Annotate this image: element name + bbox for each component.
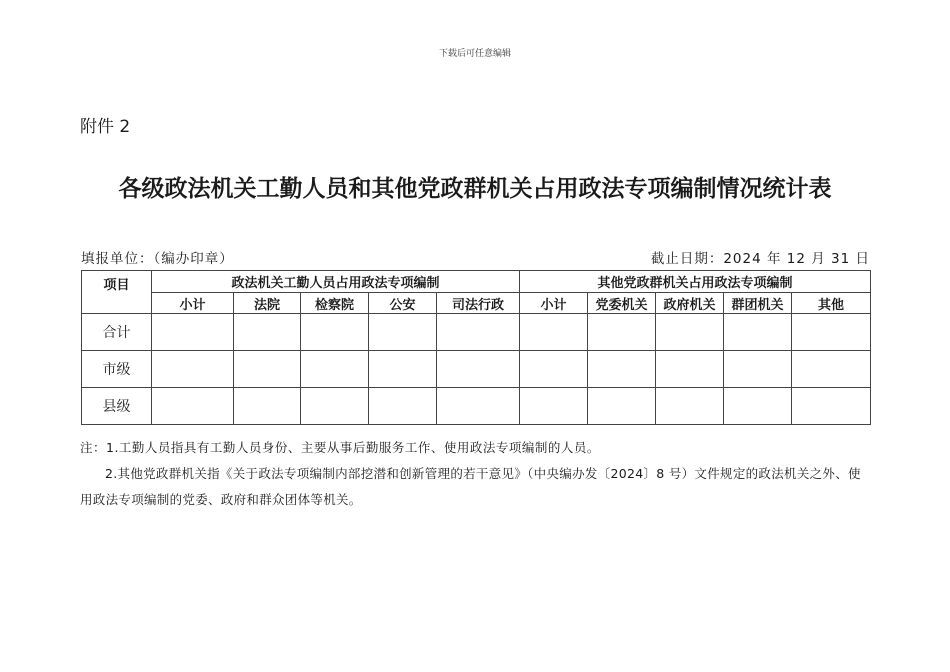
table-cell[interactable] [234, 351, 301, 388]
header-note: 下载后可任意编辑 [438, 49, 511, 59]
deadline: 截止日期：2024 年 12 月 31 日 [650, 251, 870, 267]
table-cell[interactable] [792, 351, 871, 388]
item-header: 项目 [82, 271, 152, 314]
col-header: 公安 [369, 293, 437, 314]
table-cell[interactable] [656, 351, 724, 388]
attachment-label: 附件 2 [80, 117, 131, 137]
table-row [82, 314, 871, 351]
table-cell[interactable] [234, 314, 301, 351]
col-header: 司法行政 [437, 293, 520, 314]
row-label: 县级 [82, 388, 152, 425]
group1-header: 政法机关工勤人员占用政法专项编制 [152, 271, 520, 293]
note-1: 注：1.工勤人员指具有工勤人员身份、主要从事后勤服务工作、使用政法专项编制的人员。 [80, 440, 600, 455]
group2-header: 其他党政群机关占用政法专项编制 [520, 271, 871, 293]
col-header: 群团机关 [724, 293, 792, 314]
table-cell[interactable] [234, 388, 301, 425]
table-cell[interactable] [152, 351, 234, 388]
table-cell[interactable] [369, 314, 437, 351]
note-2: 2.其他党政群机关指《关于政法专项编制内部挖潜和创新管理的若干意见》（中央编办发〔2024〕8 号）文件规定的政法机关之外、使用政法专项编制的党委、政府和群众团体等机关。 [80, 466, 861, 507]
table-cell[interactable] [520, 388, 588, 425]
table-row [82, 351, 871, 388]
table-cell[interactable] [520, 351, 588, 388]
row-label: 市级 [82, 351, 152, 388]
page-title: 各级政法机关工勤人员和其他党政群机关占用政法专项编制情况统计表 [118, 175, 832, 202]
table-header-row-2 [82, 293, 871, 314]
fill-unit: 填报单位：（编办印章） [81, 251, 234, 267]
col-header: 其他 [792, 293, 871, 314]
table-cell[interactable] [301, 314, 369, 351]
meta-row [81, 247, 870, 267]
table-cell[interactable] [792, 314, 871, 351]
col-header: 小计 [152, 293, 234, 314]
table-cell[interactable] [656, 314, 724, 351]
table-cell[interactable] [724, 314, 792, 351]
table-cell[interactable] [588, 351, 656, 388]
table-cell[interactable] [437, 314, 520, 351]
table-cell[interactable] [588, 388, 656, 425]
table-cell[interactable] [152, 314, 234, 351]
col-header: 检察院 [301, 293, 369, 314]
table-cell[interactable] [588, 314, 656, 351]
table-cell[interactable] [437, 351, 520, 388]
table-cell[interactable] [369, 351, 437, 388]
table-cell[interactable] [724, 351, 792, 388]
row-label: 合计 [82, 314, 152, 351]
table-cell[interactable] [152, 388, 234, 425]
table-cell[interactable] [437, 388, 520, 425]
table-cell[interactable] [520, 314, 588, 351]
table-row [82, 388, 871, 425]
table-cell[interactable] [792, 388, 871, 425]
statistics-table [81, 270, 871, 425]
table-cell[interactable] [301, 388, 369, 425]
col-header: 党委机关 [588, 293, 656, 314]
table-cell[interactable] [301, 351, 369, 388]
col-header: 小计 [520, 293, 588, 314]
col-header: 政府机关 [656, 293, 724, 314]
table-cell[interactable] [656, 388, 724, 425]
table-cell[interactable] [724, 388, 792, 425]
notes [80, 435, 870, 513]
table-header-row-1 [82, 271, 871, 293]
col-header: 法院 [234, 293, 301, 314]
table-cell[interactable] [369, 388, 437, 425]
